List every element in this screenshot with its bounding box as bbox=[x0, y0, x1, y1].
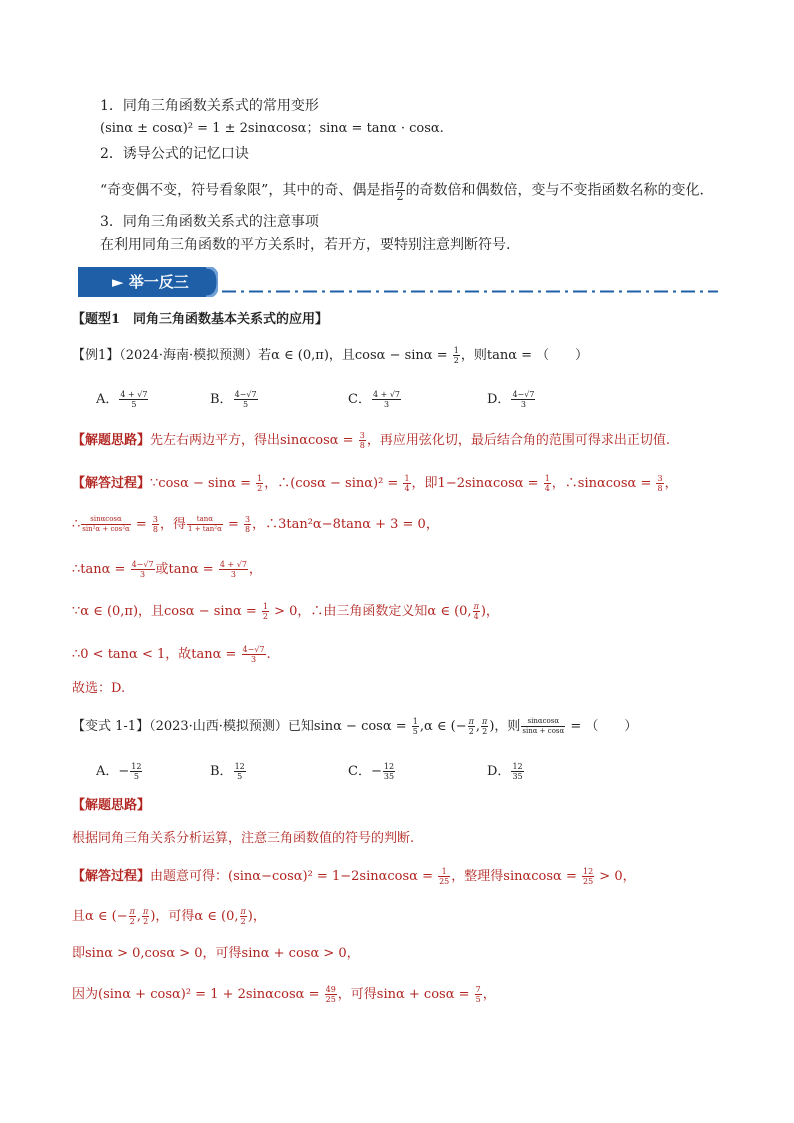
note-2-title: 2．诱导公式的记忆口诀 bbox=[100, 146, 249, 162]
variant-1-1-proc-line-1: 【解答过程】由题意可得：(sinα−cosα)² = 1−2sinαcosα = $\frac{1}{25}$ ，整理得sinαcosα = $\frac{12}{25}$ > 0， bbox=[72, 867, 636, 886]
example-1-option-a: A． $\frac{4 + √7}{5}$ bbox=[96, 390, 148, 409]
example-1-proc-line-1: 【解答过程】∵cosα − sinα = $\frac{1}{2}$ ，∴(cosα − sinα)² = $\frac{1}{4}$ ，即1−2sinαcosα = $\frac{1}{4}$ ，∴sinαcosα = $\frac{3}{8}$ ， bbox=[72, 474, 678, 493]
example-1-idea: 【解题思路】先左右两边平方，得出sinαcosα = $\frac{3}{8}$ ，再应用弦化切，最后结合角的范围可得求出正切值. bbox=[72, 431, 670, 450]
example-1-question: 【例1】（2024·海南·模拟预测）若α ∈ (0,π)，且cosα − sinα = $\frac{1}{2}$ ，则tanα = （ ） bbox=[72, 346, 589, 365]
example-1-option-d: D． $\frac{4-√7}{3}$ bbox=[487, 390, 535, 409]
example-1-proc-line-4: ∵α ∈ (0,π)，且cosα − sinα = $\frac{1}{2}$ > 0，∴由三角函数定义知α ∈ (0, $\frac{\pi}{4}$ )， bbox=[72, 602, 499, 621]
variant-1-1-option-d: D． $\frac{12}{35}$ bbox=[487, 762, 523, 781]
section-banner-label: ► 举一反三 bbox=[112, 273, 189, 291]
example-1-option-b: B． $\frac{4-√7}{5}$ bbox=[210, 390, 257, 409]
example-1-option-c: C． $\frac{4 + √7}{3}$ bbox=[348, 390, 401, 409]
example-1-proc-line-3: ∴tanα = $\frac{4-√7}{3}$ 或tanα = $\frac{4 + √7}{3}$ ， bbox=[72, 560, 262, 579]
variant-1-1-proc-line-4: 因为(sinα + cosα)² = 1 + 2sinαcosα = $\frac{49}{25}$ ，可得sinα + cosα = $\frac{7}{5}$ ， bbox=[72, 985, 496, 1004]
example-1-answer: 故选：D. bbox=[72, 681, 126, 696]
type-1-title: 【题型1 同角三角函数基本关系式的应用】 bbox=[72, 312, 329, 327]
variant-1-1-idea-text: 根据同角三角关系分析运算，注意三角函数值的符号的判断. bbox=[72, 831, 415, 846]
variant-1-1-idea-label: 【解题思路】 bbox=[72, 798, 151, 813]
play-arrow-icon: ► bbox=[112, 273, 124, 291]
variant-1-1-proc-line-2: 且α ∈ (− $\frac{\pi}{2}$ , $\frac{\pi}{2}$ )，可得α ∈ (0, $\frac{\pi}{2}$ )， bbox=[72, 907, 266, 926]
banner-dash-line bbox=[222, 290, 718, 293]
variant-1-1-question: 【变式 1-1】（2023·山西·模拟预测）已知sinα − cosα = $\frac{1}{5}$ ,α ∈ (− $\frac{\pi}{2}$ , $\frac{\pi}{2}$ )，则 $\frac{\sin\alpha\cos\alpha}{\sin\alpha + \cos\alpha}$ = （ ） bbox=[72, 717, 638, 736]
variant-1-1-option-a: A．− $\frac{12}{5}$ bbox=[96, 762, 142, 781]
note-2-text: “奇变偶不变，符号看象限”，其中的奇、偶是指 $\frac{\pi}{2}$ 的奇数倍和偶数倍，变与不变指函数名称的变化. bbox=[100, 178, 705, 203]
note-3-text: 在利用同角三角函数的平方关系时，若开方，要特别注意判断符号. bbox=[100, 237, 511, 253]
example-1-proc-line-5: ∴0 < tanα < 1，故tanα = $\frac{4-√7}{3}$ . bbox=[72, 645, 271, 664]
variant-1-1-proc-line-3: 即sinα > 0,cosα > 0，可得sinα + cosα > 0， bbox=[72, 946, 360, 961]
example-1-proc-line-2: ∴ $\frac{\sin\alpha\cos\alpha}{\text{sin²α + cos²α}}$ = $\frac{3}{8}$ ，得 $\frac{\tan\alpha}{\text{1 + tan²α}}$ = $\frac{3}{8}$ ，∴3tan²α−8tanα + 3 = 0， bbox=[72, 515, 439, 534]
note-3-title: 3．同角三角函数关系式的注意事项 bbox=[100, 214, 319, 230]
variant-1-1-option-b: B． $\frac{12}{5}$ bbox=[210, 762, 245, 781]
variant-1-1-option-c: C．− $\frac{12}{35}$ bbox=[348, 762, 395, 781]
note-1-formula: (sinα ± cosα)² = 1 ± 2sinαcosα；sinα = tanα · cosα. bbox=[100, 121, 444, 136]
note-1-title: 1．同角三角函数关系式的常用变形 bbox=[100, 98, 319, 114]
